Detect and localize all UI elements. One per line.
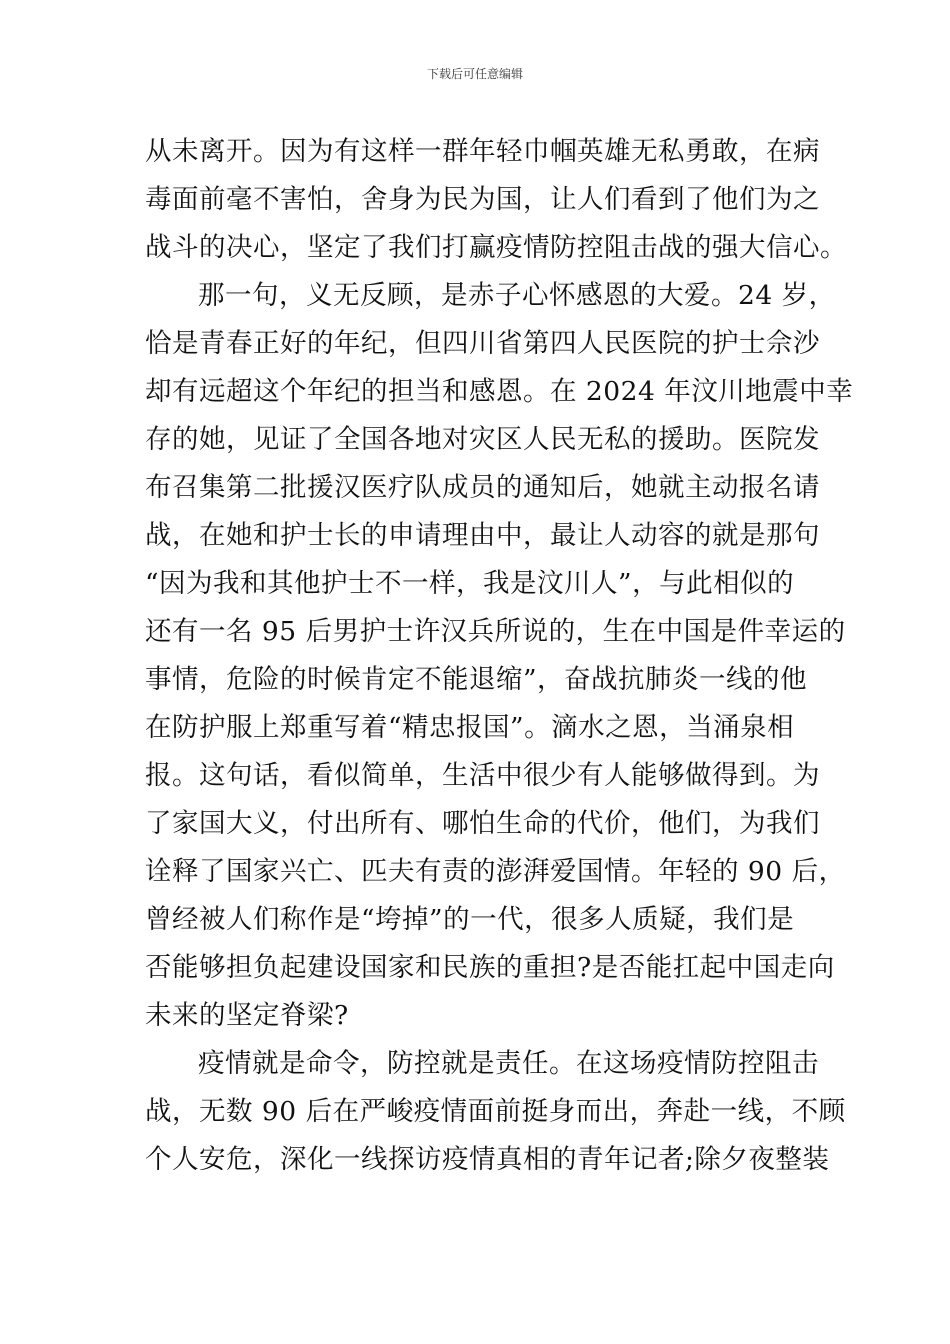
text-line: 战斗的决心，坚定了我们打赢疫情防控阻击战的强大信心。 xyxy=(145,232,847,263)
paragraph-first-line: 那一句，义无反顾，是赤子心怀感恩的大爱。24 岁， xyxy=(198,280,836,311)
text-line: 却有远超这个年纪的担当和感恩。在 2024 年汶川地震中幸 xyxy=(145,376,854,407)
text-line: 还有一名 95 后男护士许汉兵所说的，生在中国是件幸运的 xyxy=(145,616,846,647)
text-line: 毒面前毫不害怕，舍身为民为国，让人们看到了他们为之 xyxy=(145,184,820,215)
text-line: 战，无数 90 后在严峻疫情面前挺身而出，奔赴一线，不顾 xyxy=(145,1096,846,1127)
text-line: 布召集第二批援汉医疗队成员的通知后，她就主动报名请 xyxy=(145,472,820,503)
text-line: 否能够担负起建设国家和民族的重担?是否能扛起中国走向 xyxy=(145,952,835,983)
text-line: 事情，危险的时候肯定不能退缩”，奋战抗肺炎一线的他 xyxy=(145,664,808,695)
text-line: 了家国大义，付出所有、哪怕生命的代价，他们，为我们 xyxy=(145,808,820,839)
text-line: 诠释了国家兴亡、匹夫有责的澎湃爱国情。年轻的 90 后， xyxy=(145,856,846,887)
text-line: 曾经被人们称作是“垮掉”的一代，很多人质疑，我们是 xyxy=(145,904,795,935)
text-line: “因为我和其他护士不一样，我是汶川人”，与此相似的 xyxy=(145,568,795,599)
text-line: 战，在她和护士长的申请理由中，最让人动容的就是那句 xyxy=(145,520,820,551)
document-body xyxy=(145,128,854,1184)
text-line: 报。这句话，看似简单，生活中很少有人能够做得到。为 xyxy=(145,760,820,791)
text-line: 未来的坚定脊梁? xyxy=(145,1000,349,1031)
page-header: 下载后可任意编辑 xyxy=(426,67,523,81)
text-line: 恰是青春正好的年纪，但四川省第四人民医院的护士佘沙 xyxy=(145,328,820,359)
text-line: 个人安危，深化一线探访疫情真相的青年记者;除夕夜整装 xyxy=(145,1144,830,1175)
text-line: 存的她，见证了全国各地对灾区人民无私的援助。医院发 xyxy=(145,424,820,455)
paragraph-first-line: 疫情就是命令，防控就是责任。在这场疫情防控阻击 xyxy=(198,1048,819,1079)
text-line: 从未离开。因为有这样一群年轻巾帼英雄无私勇敢，在病 xyxy=(145,136,820,167)
text-line: 在防护服上郑重写着“精忠报国”。滴水之恩，当涌泉相 xyxy=(145,712,795,743)
